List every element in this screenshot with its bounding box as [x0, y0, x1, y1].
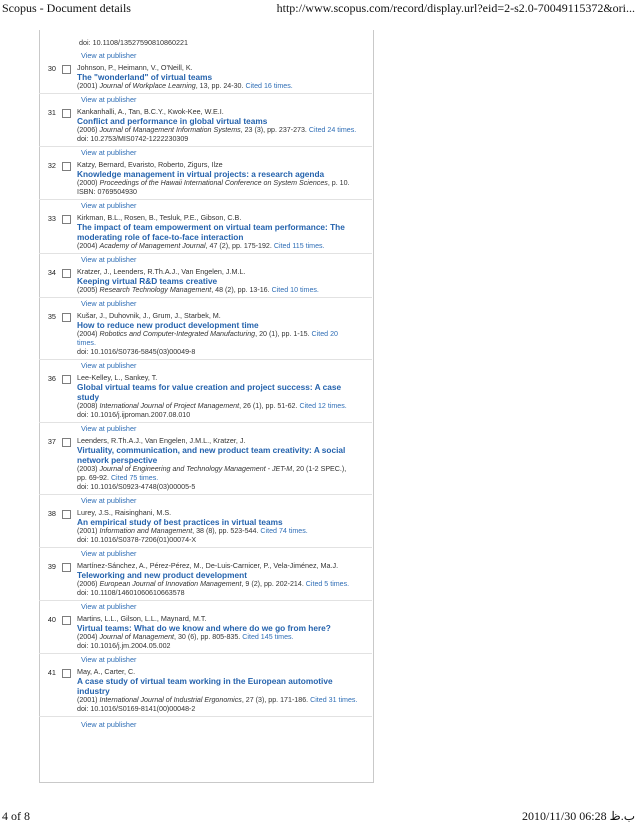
reference-title-link[interactable]: Teleworking and new product development — [77, 570, 247, 580]
reference-identifier: ISBN: 0769504930 — [77, 188, 137, 196]
reference-title-link[interactable]: The impact of team empowerment on virtual team performance: The moderating role of face-to-face interaction — [77, 222, 345, 242]
reference-identifier: doi: 10.1016/S0169-8141(00)00048-2 — [77, 705, 196, 713]
reference-details: , 20 (1), pp. 1-15. — [255, 330, 310, 338]
view-at-publisher-link[interactable]: View at publisher — [81, 148, 137, 157]
reference-identifier: doi: 10.1016/S0378-7206(01)00074-X — [77, 536, 197, 544]
select-checkbox[interactable] — [62, 269, 71, 278]
reference-source — [77, 465, 358, 483]
reference-details: , 48 (2), pp. 13-16. — [211, 286, 270, 294]
view-at-publisher-link[interactable]: View at publisher — [81, 720, 137, 729]
reference-identifier: doi: 10.2753/MIS0742-1222230309 — [77, 135, 189, 143]
view-at-publisher-link[interactable]: View at publisher — [81, 201, 137, 210]
view-at-publisher-link[interactable]: View at publisher — [81, 496, 137, 505]
reference-title-link[interactable]: The "wonderland" of virtual teams — [77, 72, 213, 82]
reference-authors: Lurey, J.S., Raisinghani, M.S. — [77, 508, 172, 517]
reference-number: 33 — [47, 214, 56, 223]
reference-entry — [39, 147, 372, 200]
reference-source — [77, 82, 358, 91]
reference-details: , 27 (3), pp. 171-186. — [241, 696, 309, 704]
select-checkbox[interactable] — [62, 438, 71, 447]
reference-number: 38 — [47, 509, 56, 518]
reference-title-link[interactable]: A case study of virtual team working in the European automotive industry — [77, 676, 333, 696]
view-at-publisher-link[interactable]: View at publisher — [81, 51, 137, 60]
reference-source — [77, 179, 358, 188]
reference-authors: Kirkman, B.L., Rosen, B., Tesluk, P.E., Gibson, C.B. — [77, 213, 242, 222]
reference-title-link[interactable]: How to reduce new product development time — [77, 320, 259, 330]
select-checkbox[interactable] — [62, 375, 71, 384]
cited-by-link[interactable]: Cited 16 times. — [245, 82, 293, 90]
reference-year: (2006) — [77, 126, 98, 134]
reference-authors: Kratzer, J., Leenders, R.Th.A.J., Van Engelen, J.M.L. — [77, 267, 246, 276]
cited-by-link[interactable]: Cited 12 times. — [299, 402, 347, 410]
reference-identifier: doi: 10.1108/14601060610663578 — [77, 589, 185, 597]
reference-journal: Journal of Engineering and Technology Management - JET-M — [99, 465, 293, 473]
cited-by-link[interactable]: Cited 24 times. — [308, 126, 357, 134]
select-checkbox[interactable] — [62, 215, 71, 224]
reference-identifier: doi: 10.1016/S0923-4748(03)00005-5 — [77, 483, 196, 491]
reference-authors: Johnson, P., Heimann, V., O'Neill, K. — [77, 63, 193, 72]
reference-details: , 9 (2), pp. 202-214. — [241, 580, 304, 588]
reference-details: , 26 (1), pp. 51-62. — [239, 402, 298, 410]
reference-authors: Kušar, J., Duhovnik, J., Grum, J., Starbek, M. — [77, 311, 221, 320]
reference-source — [77, 580, 358, 589]
view-at-publisher-link[interactable]: View at publisher — [81, 361, 137, 370]
reference-year: (2008) — [77, 402, 98, 410]
reference-authors: Martins, L.L., Gilson, L.L., Maynard, M.T. — [77, 614, 207, 623]
reference-details: , 23 (3), pp. 237-273. — [240, 126, 307, 134]
cited-by-link[interactable]: Cited 145 times. — [242, 633, 294, 641]
previous-entry-doi: doi: 10.1108/13527590810860221 — [79, 38, 188, 47]
reference-details: , 47 (2), pp. 175-192. — [205, 242, 272, 250]
reference-details: , 38 (8), pp. 523-544. — [192, 527, 259, 535]
reference-year: (2004) — [77, 330, 98, 338]
print-footer — [0, 810, 638, 826]
view-at-publisher-link[interactable]: View at publisher — [81, 255, 137, 264]
reference-authors: May, A., Carter, C. — [77, 667, 136, 676]
reference-details: , p. 10. — [327, 179, 350, 187]
reference-number: 31 — [47, 108, 56, 117]
select-checkbox[interactable] — [62, 109, 71, 118]
reference-title-link[interactable]: Virtual teams: What do we know and where do we go from here? — [77, 623, 331, 633]
cited-by-link[interactable]: Cited 75 times. — [110, 474, 159, 482]
reference-journal: Proceedings of the Hawaii International Conference on System Sciences — [99, 179, 328, 187]
reference-source — [77, 402, 358, 411]
cited-by-link[interactable]: Cited 74 times. — [260, 527, 308, 535]
reference-details: , 30 (6), pp. 805-835. — [174, 633, 241, 641]
view-at-publisher-link[interactable]: View at publisher — [81, 299, 137, 308]
print-timestamp: 2010/11/30 06:28 ب.ظ — [522, 809, 635, 823]
reference-year: (2005) — [77, 286, 98, 294]
reference-number: 35 — [47, 312, 56, 321]
reference-year: (2004) — [77, 242, 98, 250]
reference-number: 34 — [47, 268, 56, 277]
view-at-publisher-link[interactable]: View at publisher — [81, 549, 137, 558]
reference-authors: Leenders, R.Th.A.J., Van Engelen, J.M.L., Kratzer, J. — [77, 436, 246, 445]
reference-source — [77, 527, 358, 536]
print-header — [0, 0, 638, 16]
view-at-publisher-link[interactable]: View at publisher — [81, 602, 137, 611]
reference-details: , 20 (1-2 SPEC.), pp. 69-92. — [77, 465, 347, 482]
reference-journal: International Journal of Industrial Ergonomics — [99, 696, 242, 704]
reference-number: 39 — [47, 562, 56, 571]
reference-entry — [39, 495, 372, 548]
reference-entry — [39, 50, 372, 94]
select-checkbox[interactable] — [62, 669, 71, 678]
select-checkbox[interactable] — [62, 563, 71, 572]
reference-year: (2001) — [77, 696, 98, 704]
reference-source — [77, 633, 358, 642]
reference-authors: Katzy, Bernard, Evaristo, Roberto, Zigurs, Ilze — [77, 160, 223, 169]
reference-year: (2003) — [77, 465, 98, 473]
reference-identifier: doi: 10.1016/j.ijproman.2007.08.010 — [77, 411, 191, 419]
reference-number: 32 — [47, 161, 56, 170]
cited-by-link[interactable]: Cited 115 times. — [273, 242, 325, 250]
cited-by-link[interactable]: Cited 20 times. — [77, 330, 338, 347]
select-checkbox[interactable] — [62, 162, 71, 171]
reference-source — [77, 330, 358, 348]
reference-journal: Journal of Workplace Learning — [99, 82, 196, 90]
select-checkbox[interactable] — [62, 616, 71, 625]
reference-title-link[interactable]: Keeping virtual R&D teams creative — [77, 276, 218, 286]
reference-year: (2006) — [77, 580, 98, 588]
reference-year: (2004) — [77, 633, 98, 641]
reference-authors: Lee-Kelley, L., Sankey, T. — [77, 373, 158, 382]
reference-journal: Robotics and Computer-Integrated Manufacturing — [99, 330, 256, 338]
reference-title-link[interactable]: Global virtual teams for value creation and project success: A case study — [77, 382, 342, 402]
view-at-publisher-link[interactable]: View at publisher — [81, 655, 137, 664]
reference-title-link[interactable]: An empirical study of best practices in virtual teams — [77, 517, 283, 527]
reference-year: (2000) — [77, 179, 98, 187]
reference-year: (2001) — [77, 527, 98, 535]
reference-source — [77, 126, 358, 135]
reference-entry — [39, 548, 372, 601]
reference-source — [77, 286, 358, 295]
reference-entry — [39, 200, 372, 254]
reference-details: , 13, pp. 24-30. — [195, 82, 244, 90]
reference-journal: European Journal of Innovation Management — [99, 580, 242, 588]
reference-journal: Journal of Management — [99, 633, 175, 641]
reference-entry — [39, 654, 372, 717]
reference-entry — [39, 94, 372, 147]
select-checkbox[interactable] — [62, 313, 71, 322]
reference-journal: Journal of Management Information Systems — [99, 126, 241, 134]
page-url: http://www.scopus.com/record/display.url?eid=2-s2.0-70049115372&ori... — [276, 1, 635, 15]
reference-source — [77, 242, 358, 251]
select-checkbox[interactable] — [62, 510, 71, 519]
reference-year: (2001) — [77, 82, 98, 90]
reference-number: 36 — [47, 374, 56, 383]
reference-entry — [39, 298, 372, 360]
reference-source — [77, 696, 358, 705]
reference-authors: Kankanhalli, A., Tan, B.C.Y., Kwok-Kee, W.E.I. — [77, 107, 224, 116]
page-count: 4 of 8 — [2, 809, 30, 823]
cited-by-link[interactable]: Cited 10 times. — [271, 286, 319, 294]
page-title: Scopus - Document details — [2, 1, 131, 15]
cited-by-link[interactable]: Cited 31 times. — [310, 696, 358, 704]
reference-entry — [39, 254, 372, 298]
view-at-publisher-link[interactable]: View at publisher — [81, 424, 137, 433]
reference-identifier: doi: 10.1016/j.jm.2004.05.002 — [77, 642, 171, 650]
reference-journal: International Journal of Project Management — [99, 402, 240, 410]
reference-entry — [39, 360, 372, 423]
reference-title-link[interactable]: Conflict and performance in global virtual teams — [77, 116, 268, 126]
reference-list — [39, 50, 372, 732]
reference-authors: Martínez-Sánchez, A., Pérez-Pérez, M., De-Luis-Carnicer, P., Vela-Jiménez, Ma.J. — [77, 561, 339, 570]
reference-number: 37 — [47, 437, 56, 446]
reference-identifier: doi: 10.1016/S0736-5845(03)00049-8 — [77, 348, 196, 356]
reference-entry — [39, 423, 372, 495]
reference-title-link[interactable]: Virtuality, communication, and new product team creativity: A social network perspective — [77, 445, 346, 465]
reference-journal: Information and Management — [99, 527, 193, 535]
reference-entry — [39, 601, 372, 654]
reference-number: 30 — [47, 64, 56, 73]
cited-by-link[interactable]: Cited 5 times. — [305, 580, 350, 588]
reference-journal: Academy of Management Journal — [99, 242, 206, 250]
reference-journal: Research Technology Management — [99, 286, 212, 294]
reference-title-link[interactable]: Knowledge management in virtual projects: a research agenda — [77, 169, 325, 179]
reference-number: 40 — [47, 615, 56, 624]
select-checkbox[interactable] — [62, 65, 71, 74]
view-at-publisher-link[interactable]: View at publisher — [81, 95, 137, 104]
reference-number: 41 — [47, 668, 56, 677]
